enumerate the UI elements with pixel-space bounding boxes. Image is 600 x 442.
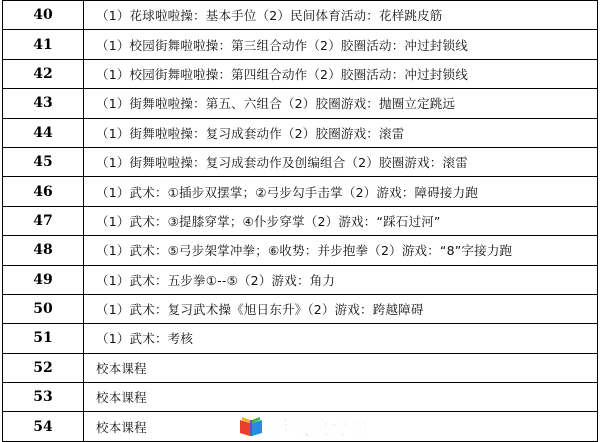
table-row <box>3 59 598 88</box>
lesson-content: （1）武术：①插步双摆掌；②弓步勾手击掌（2）游戏：障碍接力跑 <box>84 177 598 206</box>
lesson-content: 校本课程 <box>84 412 598 441</box>
table-row <box>3 1 598 30</box>
lesson-content: （1）武术：复习武术操《旭日东升》（2）游戏：跨越障碍 <box>84 294 598 323</box>
lesson-number: 51 <box>3 324 84 353</box>
watermark-text: 彭城教育网 <box>270 416 371 439</box>
lesson-number: 45 <box>3 147 84 176</box>
lesson-content: （1）武术：五步拳①--⑤（2）游戏：角力 <box>84 265 598 294</box>
lesson-content: （1）花球啦啦操：基本手位（2）民间体育活动：花样跳皮筋 <box>84 1 598 30</box>
course-schedule-table <box>2 0 598 442</box>
lesson-number: 49 <box>3 265 84 294</box>
table-row <box>3 177 598 206</box>
lesson-number: 42 <box>3 59 84 88</box>
table-row <box>3 265 598 294</box>
lesson-content: （1）武术：③提膝穿掌；④仆步穿掌（2）游戏：“踩石过河” <box>84 206 598 235</box>
table-row <box>3 89 598 118</box>
lesson-content: （1）武术：⑤弓步架掌冲拳；⑥收势：并步抱拳（2）游戏：“8”字接力跑 <box>84 236 598 265</box>
table-row <box>3 353 598 382</box>
table-row <box>3 324 598 353</box>
table-body <box>3 1 598 442</box>
table-row <box>3 383 598 412</box>
lesson-content: （1）街舞啦啦操：复习成套动作（2）胶圈游戏：滚雷 <box>84 118 598 147</box>
lesson-number: 44 <box>3 118 84 147</box>
table-row <box>3 30 598 59</box>
lesson-content: （1）校园街舞啦啦操：第四组合动作（2）胶圈活动：冲过封锁线 <box>84 59 598 88</box>
lesson-number: 54 <box>3 412 84 441</box>
lesson-number: 41 <box>3 30 84 59</box>
lesson-content: 校本课程 <box>84 383 598 412</box>
table-row <box>3 206 598 235</box>
lesson-content: （1）武术：考核 <box>84 324 598 353</box>
lesson-content: （1）街舞啦啦操：复习成套动作及创编组合（2）胶圈游戏：滚雷 <box>84 147 598 176</box>
lesson-number: 50 <box>3 294 84 323</box>
lesson-number: 43 <box>3 89 84 118</box>
lesson-number: 46 <box>3 177 84 206</box>
lesson-number: 52 <box>3 353 84 382</box>
table-row <box>3 147 598 176</box>
lesson-number: 48 <box>3 236 84 265</box>
book-logo-icon <box>238 414 264 438</box>
table-row <box>3 118 598 147</box>
course-schedule-table-wrap <box>2 0 598 441</box>
lesson-content: （1）校园街舞啦啦操：第三组合动作（2）胶圈活动：冲过封锁线 <box>84 30 598 59</box>
table-row <box>3 294 598 323</box>
lesson-content: 校本课程 <box>84 353 598 382</box>
site-watermark <box>238 413 370 439</box>
lesson-number: 40 <box>3 1 84 30</box>
lesson-content: （1）街舞啦啦操：第五、六组合（2）胶圈游戏：抛圈立定跳远 <box>84 89 598 118</box>
table-row <box>3 236 598 265</box>
lesson-number: 47 <box>3 206 84 235</box>
lesson-number: 53 <box>3 383 84 412</box>
